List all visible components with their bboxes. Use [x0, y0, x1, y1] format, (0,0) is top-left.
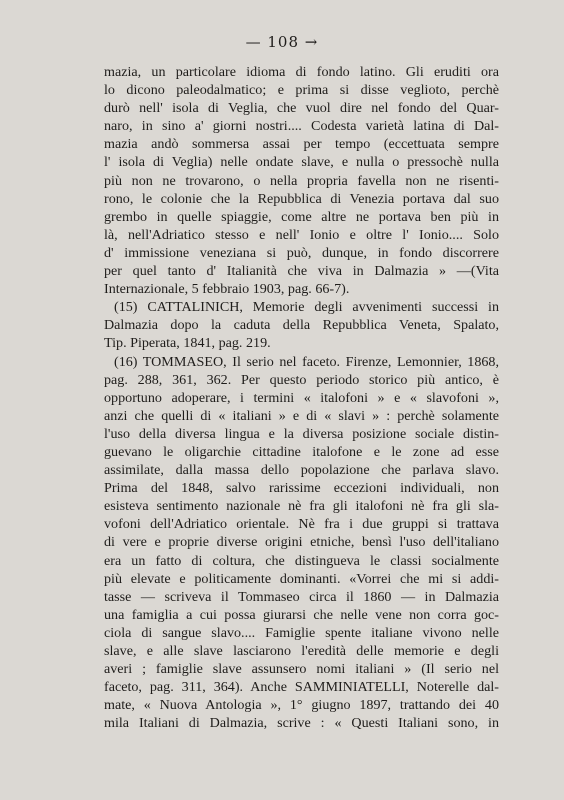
text-line: pag. 288, 361, 362. Per questo periodo storico più antico, è: [104, 371, 499, 388]
text-line: tasse — scriveva il Tommaseo circa il 1860 — in Dalmazia: [104, 588, 499, 605]
text-line: là, nell'Adriatico stesso e nell' Ionio e oltre l' Ionio.... Solo: [104, 226, 499, 243]
text-line: mate, « Nuova Antologia », 1° giugno 1897, trattando dei 40: [104, 697, 499, 714]
body-text: [104, 63, 499, 732]
text-line: d' immissione veneziana si può, dunque, in fondo discorrere: [104, 244, 499, 261]
text-line: anzi che quelli di « italiani » e di « slavi » : perchè solamente: [104, 407, 499, 424]
text-line: Internazionale, 5 febbraio 1903, pag. 66-7).: [104, 281, 350, 298]
text-line: per quel tanto d' Italianità che viva in Dalmazia » —(Vita: [104, 263, 499, 280]
text-line: opportuno adoperare, i termini « italofoni » e « slavofoni »,: [104, 389, 499, 406]
text-line: l' isola di Veglia) nelle ondate slave, e nulla o pressochè nulla: [104, 154, 499, 171]
text-line: lo dicono paleodalmatico; e prima si disse veglioto, perchè: [104, 82, 499, 99]
text-line: mazia, un particolare idioma di fondo latino. Gli eruditi ora: [104, 64, 499, 80]
text-line: guevano le oligarchie cittadine italofone e le zone ad esse: [104, 443, 499, 460]
text-line: era un fatto di coltura, che distingueva le classi socialmente: [104, 552, 499, 569]
page-number: — 108 →: [245, 33, 319, 51]
text-line: Dalmazia dopo la caduta della Repubblica Veneta, Spalato,: [104, 317, 499, 334]
text-line: durò nell' isola di Veglia, che vuol dire nel fondo del Quar-: [104, 100, 499, 117]
text-line: naro, in sino a' giorni nostri.... Codesta varietà latina di Dal-: [104, 118, 499, 135]
text-line: Tip. Piperata, 1841, pag. 219.: [104, 335, 271, 352]
text-line: più non ne trovarono, o nella propria favella non ne risenti-: [104, 172, 499, 189]
text-line: assimilate, dalla massa dello popolazione che parlava slavo.: [104, 462, 499, 479]
text-line: (15) CATTALINICH, Memorie degli avvenimenti successi in: [114, 299, 499, 316]
text-line: una famiglia a cui possa giurarsi che nelle vene non corra goc-: [104, 606, 499, 623]
text-line: mazia andò sommersa assai per tempo (eccettuata sempre: [104, 136, 499, 153]
text-line: faceto, pag. 311, 364). Anche SAMMINIATELLI, Noterelle dal-: [104, 679, 499, 696]
text-line: più elevate e politicamente dominanti. «Vorrei che mi si addi-: [104, 570, 499, 587]
text-line: (16) TOMMASEO, Il serio nel faceto. Firenze, Lemonnier, 1868,: [114, 353, 499, 370]
text-line: averi ; famiglie slave assunsero nomi italiani » (Il serio nel: [104, 661, 499, 678]
text-line: di vere e proprie diverse origini etniche, bensì l'uso dell'italiano: [104, 534, 499, 551]
text-line: esisteva sentimento nazionale nè fra gli italofoni nè fra gli sla-: [104, 498, 499, 515]
text-line: grembo in quelle spiaggie, come altre ne portava ben più in: [104, 208, 499, 225]
text-line: rono, le colonie che la Repubblica di Venezia portava dal suo: [104, 190, 499, 207]
text-line: vofoni dell'Adriatico orientale. Nè fra i due gruppi si trattava: [104, 516, 499, 533]
text-line: Prima del 1848, salvo rarissime eccezioni individuali, non: [104, 480, 499, 497]
text-line: slave, e alle slave lasciarono l'eredità delle memorie e degli: [104, 643, 499, 659]
text-line: mila Italiani di Dalmazia, scrive : « Questi Italiani sono, in: [104, 715, 499, 732]
text-line: ciola di sangue slavo.... Famiglie spente italiane vivono nelle: [104, 624, 499, 641]
text-line: l'uso della diversa lingua e la diversa posizione sociale distin-: [104, 425, 499, 442]
